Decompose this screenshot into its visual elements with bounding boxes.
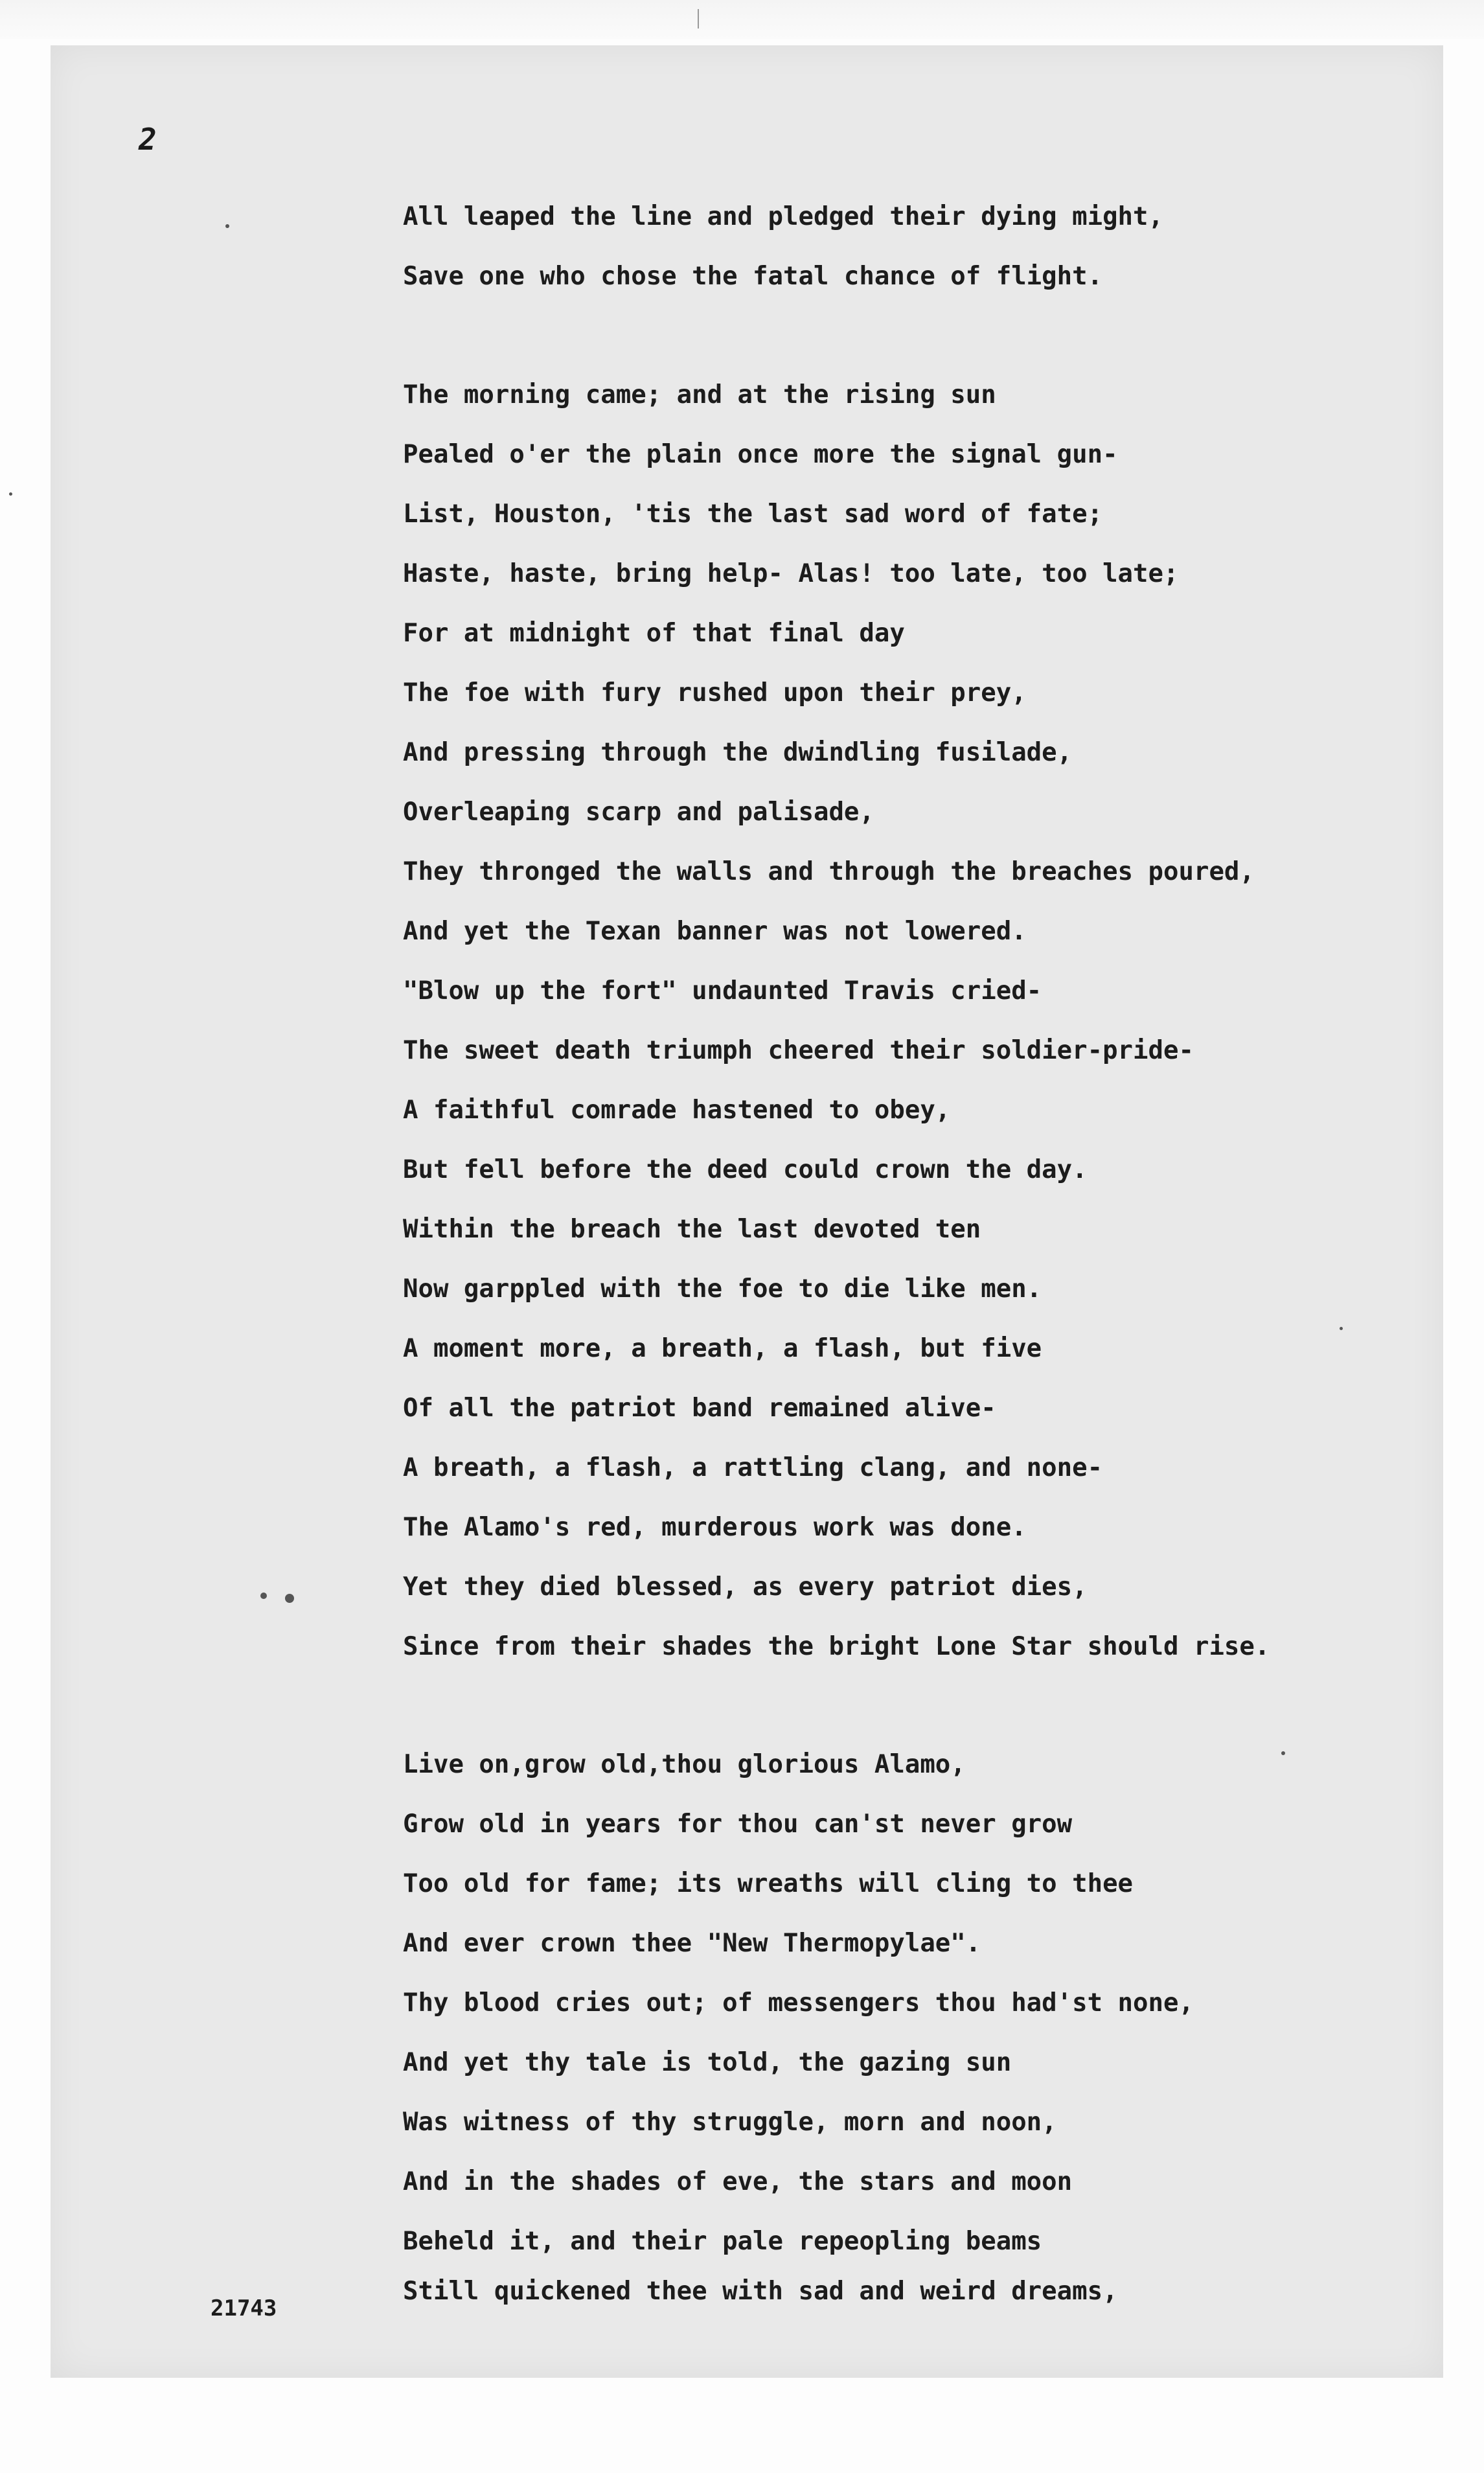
poem-line: Pealed o'er the plain once more the signal gun-: [403, 440, 1118, 469]
poem-line: For at midnight of that final day: [403, 619, 905, 648]
poem-line: Grow old in years for thou can'st never grow: [403, 1810, 1073, 1839]
poem-line: The foe with fury rushed upon their prey,: [403, 678, 1027, 707]
poem-line: List, Houston, 'tis the last sad word of fate;: [403, 500, 1103, 529]
scan-top-strip: [0, 0, 1484, 39]
poem-line: They thronged the walls and through the breaches poured,: [403, 857, 1255, 886]
poem-line: Yet they died blessed, as every patriot dies,: [403, 1572, 1088, 1602]
poem-line: Thy blood cries out; of messengers thou had'st none,: [403, 1988, 1194, 2018]
poem-line: And ever crown thee "New Thermopylae".: [403, 1929, 981, 1958]
scan-speck: [1281, 1751, 1285, 1755]
page-number: 2: [139, 122, 157, 157]
poem-line: Of all the patriot band remained alive-: [403, 1394, 996, 1423]
scan-speck: [260, 1593, 267, 1599]
poem-line: Live on,grow old,thou glorious Alamo,: [403, 1750, 966, 1779]
poem-line: And pressing through the dwindling fusilade,: [403, 738, 1073, 767]
scan-speck: [1340, 1327, 1343, 1330]
poem-line: "Blow up the fort" undaunted Travis cried-: [403, 976, 1042, 1006]
poem-line: Since from their shades the bright Lone Star should rise.: [403, 1632, 1270, 1661]
poem-line: Still quickened thee with sad and weird dreams,: [403, 2277, 1118, 2306]
scan-speck: [225, 224, 229, 228]
poem-line: The morning came; and at the rising sun: [403, 380, 996, 409]
poem-line: Now garppled with the foe to die like men.: [403, 1274, 1042, 1304]
poem-line: Beheld it, and their pale repeopling beams: [403, 2227, 1042, 2256]
poem-line: But fell before the deed could crown the day.: [403, 1155, 1088, 1184]
poem-line: Within the breach the last devoted ten: [403, 1215, 981, 1244]
poem-line: The Alamo's red, murderous work was done.: [403, 1513, 1027, 1542]
poem-line: And yet the Texan banner was not lowered.: [403, 917, 1027, 946]
poem-line: And yet thy tale is told, the gazing sun: [403, 2048, 1012, 2077]
poem-line: Was witness of thy struggle, morn and noon,: [403, 2108, 1057, 2137]
poem-line: A breath, a flash, a rattling clang, and none-: [403, 1453, 1103, 1482]
poem-line: The sweet death triumph cheered their soldier-pride-: [403, 1036, 1194, 1065]
scan-speck: [9, 492, 12, 496]
poem-line: Save one who chose the fatal chance of flight.: [403, 262, 1103, 291]
poem-line: A faithful comrade hastened to obey,: [403, 1096, 951, 1125]
poem-line: All leaped the line and pledged their dying might,: [403, 202, 1163, 231]
poem-line: A moment more, a breath, a flash, but five: [403, 1334, 1042, 1363]
poem-line: Too old for fame; its wreaths will cling to thee: [403, 1869, 1134, 1898]
poem-line: And in the shades of eve, the stars and moon: [403, 2167, 1073, 2196]
poem-line: Haste, haste, bring help- Alas! too late, too late;: [403, 559, 1179, 588]
scan-speck: [285, 1594, 294, 1603]
scan-mark: [698, 9, 699, 29]
poem-line: Overleaping scarp and palisade,: [403, 798, 874, 827]
document-id: 21743: [211, 2295, 277, 2321]
